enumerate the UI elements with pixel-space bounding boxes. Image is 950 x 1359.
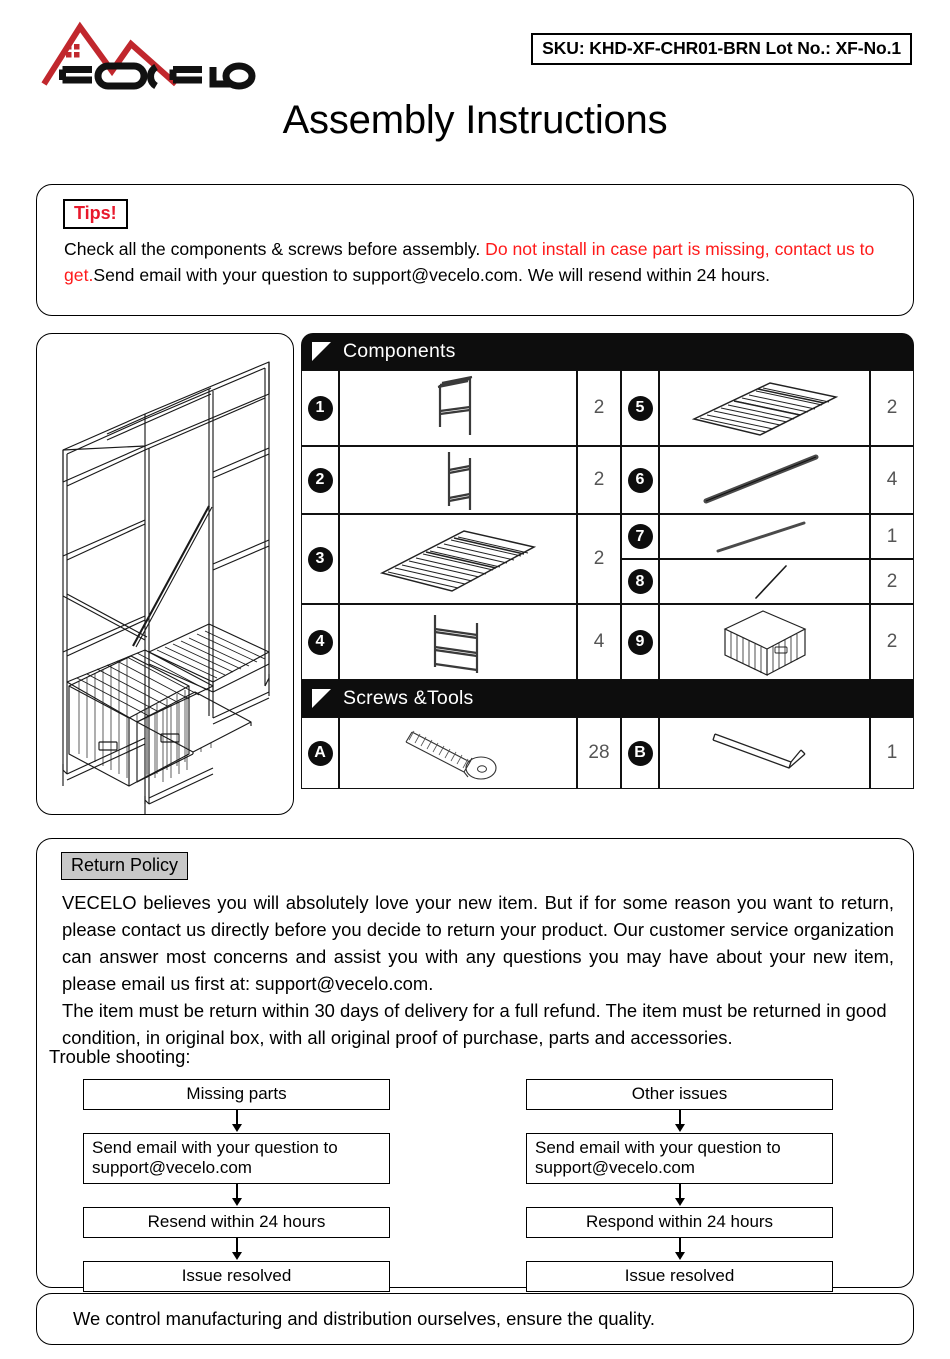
trouble-shooting-label: Trouble shooting: xyxy=(49,1046,191,1067)
tool-index-cell xyxy=(301,717,339,789)
flow-node: Respond within 24 hours xyxy=(526,1207,833,1238)
component-qty-cell: 2 xyxy=(870,370,914,446)
flow-node: Issue resolved xyxy=(83,1261,390,1292)
flow-node: Other issues xyxy=(526,1079,833,1110)
page-title: Assembly Instructions xyxy=(282,98,668,142)
storage-basket-icon xyxy=(719,607,811,677)
tool-qty-cell: 28 xyxy=(577,717,621,789)
tips-body xyxy=(64,237,892,288)
component-art-cell xyxy=(339,514,577,604)
logo-icon xyxy=(36,14,256,92)
triangle-marker-icon xyxy=(312,342,331,361)
ladder-rail-icon xyxy=(415,609,501,675)
component-art-cell xyxy=(339,370,577,446)
product-illustration xyxy=(37,334,294,815)
component-qty-cell: 2 xyxy=(577,514,621,604)
flow-arrow-icon xyxy=(83,1238,390,1261)
thick-rod-icon xyxy=(690,451,840,509)
tool-badge: A xyxy=(308,741,333,766)
vecelo-logo xyxy=(36,14,256,92)
tool-badge: B xyxy=(628,741,653,766)
footer-text: We control manufacturing and distribution ourselves, ensure the quality. xyxy=(73,1308,656,1329)
side-frame-tall-icon xyxy=(418,373,498,443)
component-index-cell xyxy=(301,514,339,604)
component-art-cell xyxy=(659,446,870,514)
tips-text-2: Send email with your question to support@vecelo.com. We will resend within 24 hours. xyxy=(93,264,771,285)
component-badge: 1 xyxy=(308,396,333,421)
tool-art-cell xyxy=(659,717,870,789)
tool-art-cell xyxy=(339,717,577,789)
component-art-cell xyxy=(659,514,870,559)
return-policy-paragraph-1: VECELO believes you will absolutely love your new item. But if for some reason you want to return, please contact us directly before you decide to return your product. Our customer service organization can answer most concerns and assist you with any questions you may have about your new item, please email us first at: support@vecelo.com. xyxy=(62,892,894,995)
component-index-cell xyxy=(301,446,339,514)
component-index-cell xyxy=(621,514,659,559)
component-index-cell xyxy=(301,604,339,680)
component-art-cell xyxy=(339,446,577,514)
flow-arrow-icon xyxy=(526,1110,833,1133)
screw-icon xyxy=(398,722,518,784)
component-qty-cell: 2 xyxy=(870,604,914,680)
tips-label: Tips! xyxy=(63,199,128,229)
component-badge: 4 xyxy=(308,630,333,655)
component-qty-cell: 2 xyxy=(577,370,621,446)
component-index-cell xyxy=(621,446,659,514)
component-art-cell xyxy=(659,370,870,446)
flow-node: Resend within 24 hours xyxy=(83,1207,390,1238)
component-art-cell xyxy=(339,604,577,680)
tips-text-warning: Do not install in case part is missing, contact us to get. xyxy=(64,239,875,285)
return-policy-paragraph-2: The item must be return within 30 days of delivery for a full refund. The item must be returned in good condition, in original box, with all original proof of purchase, parts and accessories. xyxy=(62,1000,887,1049)
component-qty-cell: 1 xyxy=(870,514,914,559)
return-policy-label: Return Policy xyxy=(61,852,188,880)
flow-node: Issue resolved xyxy=(526,1261,833,1292)
flowchart-missing-parts xyxy=(83,1079,390,1292)
components-table-panel xyxy=(301,333,914,815)
sku-lot-badge: SKU: KHD-XF-CHR01-BRN Lot No.: XF-No.1 xyxy=(531,33,912,65)
medium-rod-icon xyxy=(700,517,830,557)
component-badge: 8 xyxy=(628,569,653,594)
flow-node: Send email with your question to support@vecelo.com xyxy=(526,1133,833,1184)
screws-section-header xyxy=(301,680,914,717)
component-qty-cell: 4 xyxy=(870,446,914,514)
product-image-panel xyxy=(36,333,294,815)
wire-shelf-large-icon xyxy=(378,521,538,597)
component-index-cell xyxy=(621,559,659,604)
component-qty-cell: 2 xyxy=(577,446,621,514)
return-policy-panel xyxy=(36,838,914,1288)
tips-text-1: Check all the components & screws before assembly. xyxy=(64,239,486,259)
component-badge: 7 xyxy=(628,524,653,549)
return-policy-body xyxy=(62,889,894,1051)
flow-arrow-icon xyxy=(526,1238,833,1261)
component-art-cell xyxy=(659,559,870,604)
component-badge: 2 xyxy=(308,468,333,493)
tips-panel xyxy=(36,184,914,316)
thin-rod-icon xyxy=(700,562,830,602)
screws-section-title: Screws &Tools xyxy=(343,687,474,709)
flow-arrow-icon xyxy=(83,1184,390,1207)
flow-node: Send email with your question to support@vecelo.com xyxy=(83,1133,390,1184)
triangle-marker-icon xyxy=(312,689,331,708)
component-qty-cell: 2 xyxy=(870,559,914,604)
component-badge: 5 xyxy=(628,396,653,421)
component-qty-cell: 4 xyxy=(577,604,621,680)
tool-qty-cell: 1 xyxy=(870,717,914,789)
tool-index-cell xyxy=(621,717,659,789)
flow-node: Missing parts xyxy=(83,1079,390,1110)
component-badge: 9 xyxy=(628,630,653,655)
footer-panel xyxy=(36,1293,914,1345)
component-art-cell xyxy=(659,604,870,680)
flow-arrow-icon xyxy=(83,1110,390,1133)
component-index-cell xyxy=(621,370,659,446)
hex-wrench-icon xyxy=(705,724,825,782)
component-badge: 3 xyxy=(308,547,333,572)
component-index-cell xyxy=(621,604,659,680)
flow-arrow-icon xyxy=(526,1184,833,1207)
wire-shelf-small-icon xyxy=(690,375,840,441)
component-badge: 6 xyxy=(628,468,653,493)
flowchart-other-issues xyxy=(526,1079,833,1292)
component-index-cell xyxy=(301,370,339,446)
components-section-header xyxy=(301,333,914,370)
components-section-title: Components xyxy=(343,340,456,362)
side-frame-short-icon xyxy=(418,448,498,512)
page-header xyxy=(0,0,950,165)
